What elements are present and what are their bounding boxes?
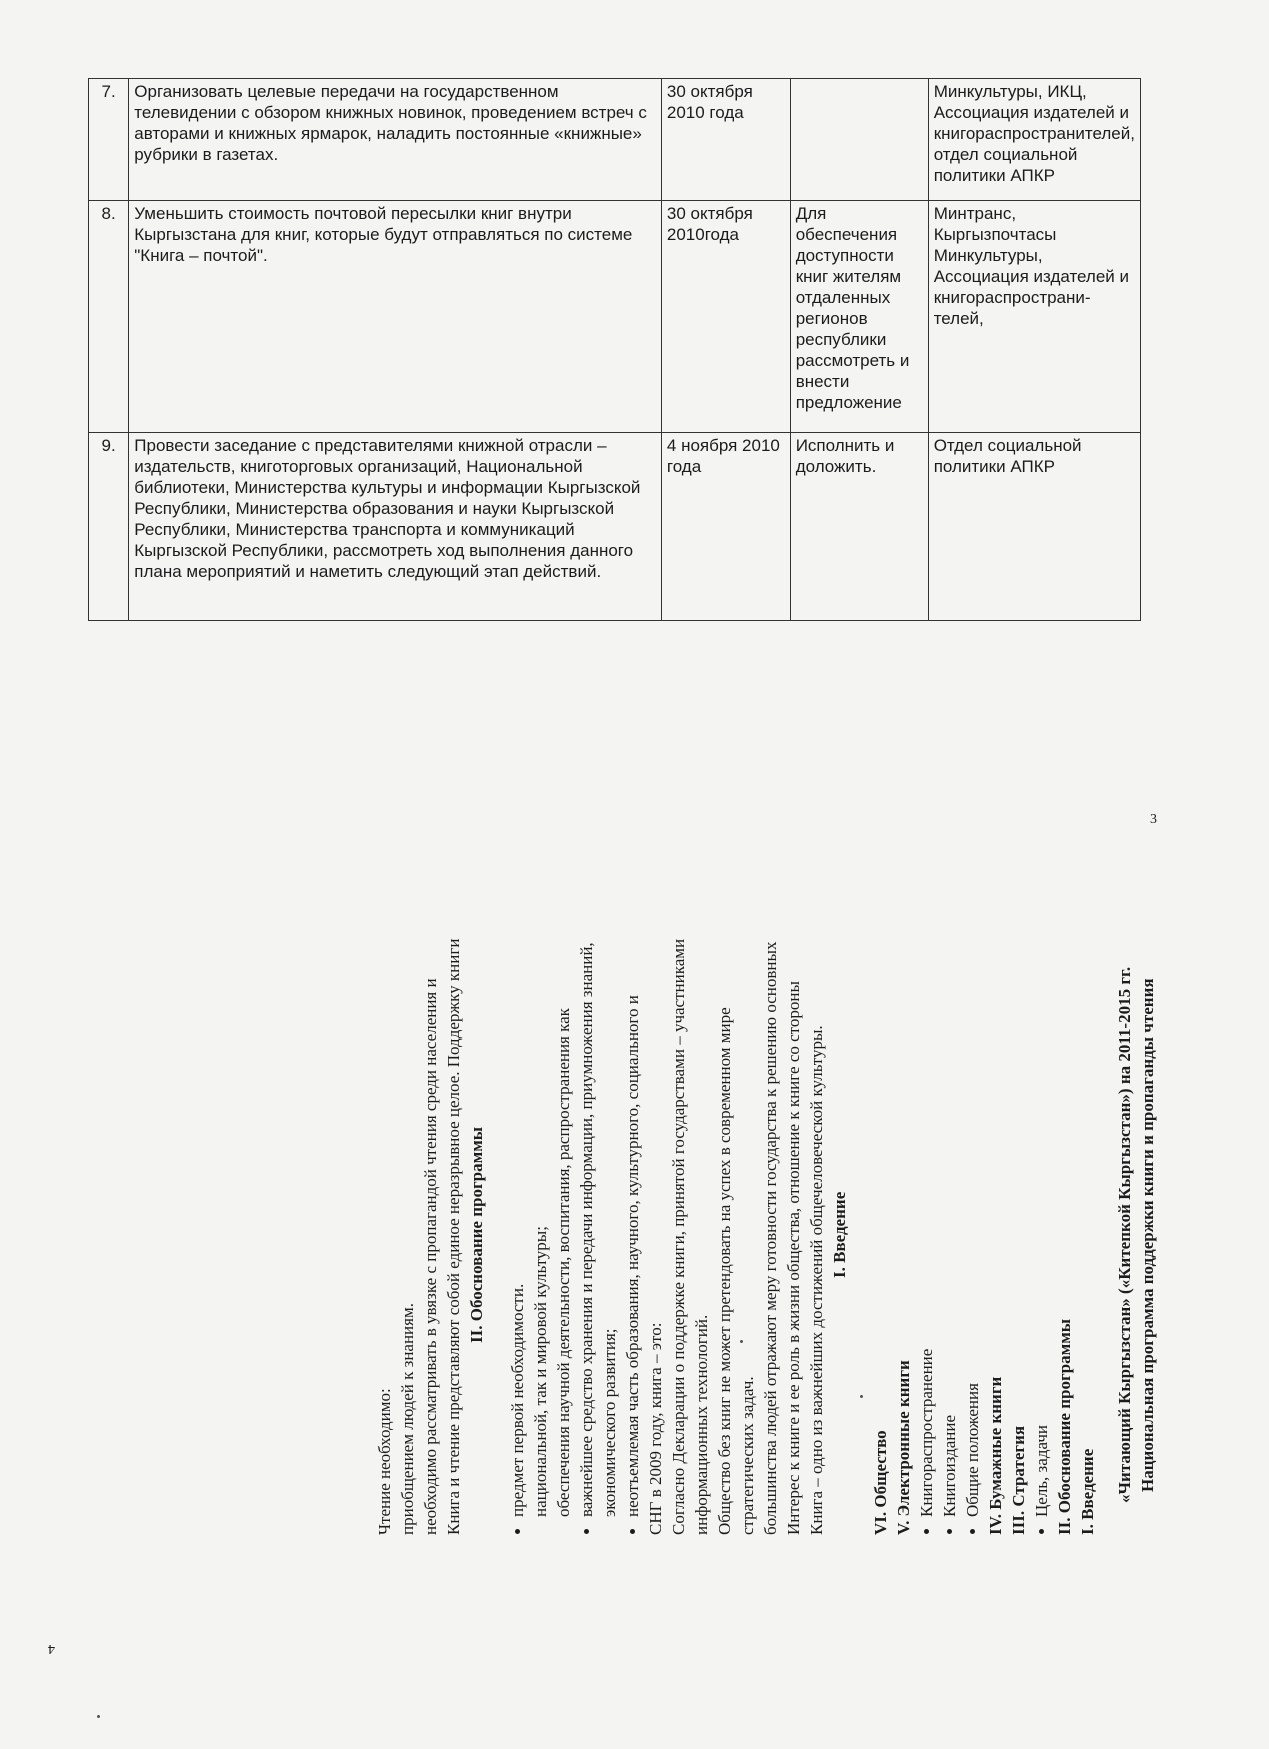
row-number: 8. — [89, 201, 129, 433]
paragraph: Общество без книг не может претендовать на успех в современном мире информационных технологий. — [692, 1007, 734, 1535]
bullet-item: • неотъемлемая часть образования, научного, культурного, социального и экономического развития; — [598, 935, 644, 1517]
toc-subitem: • Книгораспространение — [915, 935, 938, 1517]
row-number: 9. — [89, 433, 129, 621]
page-number-3: 3 — [1150, 812, 1157, 827]
table-row — [89, 433, 1141, 621]
paragraph: Чтение необходимо: — [375, 1388, 394, 1535]
toc-item: III. Стратегия — [1009, 1425, 1028, 1535]
row-responsible: Минкультуры, ИКЦ, Ассоциация издателей и книгораспространителей, отдел социальной политики АПКР — [928, 79, 1140, 201]
toc-item: V. Электронные книги — [894, 1360, 913, 1535]
toc-item: I. Введение — [1078, 1448, 1097, 1535]
row-action: Провести заседание с представителями книжной отрасли – издательств, книготорговых организаций, Национальной библиотеки, Министерства культуры и информации Кыргызской Республики, Министерства образования и науки Кыргызской Республики, Министерства транспорта и коммуникаций Кыргызской Республики, рассмотреть ход выполнения данного плана мероприятий и наметить следующий этап действий. — [129, 433, 662, 621]
title-line-1: Национальная программа поддержки книги и пропаганды чтения — [1138, 978, 1157, 1492]
bullet-list — [506, 935, 644, 1535]
row-number: 7. — [89, 79, 129, 201]
title-line-2: «Читающий Кыргызстан» («Китепкой Кыргызстан») на 2011-2015 гг. — [1115, 966, 1134, 1504]
row-note: Исполнить и доложить. — [790, 433, 928, 621]
row-action: Уменьшить стоимость почтовой пересылки книг внутри Кыргызстана для книг, которые будут отправляться по системе "Книга – почтой". — [129, 201, 662, 433]
paragraph: Согласно Декларации о поддержке книги, принятой государствами – участниками СНГ в 2009 году, книга – это: — [646, 938, 688, 1535]
row-action: Организовать целевые передачи на государственном телевидении с обзором книжных новинок, проведением встреч с авторами и книжных ярмарок, наладить постоянные «книжные» рубрики в газетах. — [129, 79, 662, 201]
row-responsible: Минтранс, Кыргызпочтасы Минкультуры, Ассоциация издателей и книгораспространи-телей, — [928, 201, 1140, 433]
row-deadline: 30 октября 2010 года — [661, 79, 790, 201]
table-row — [89, 201, 1141, 433]
section-heading: II. Обоснование программы — [467, 1126, 486, 1344]
table-of-contents — [869, 935, 1099, 1535]
scan-speck — [860, 1395, 863, 1398]
scan-speck — [740, 1340, 743, 1343]
page-number-4: 4 — [48, 1641, 55, 1656]
bullet-item: • предмет первой необходимости. — [506, 935, 529, 1517]
toc-subitem: • Общие положения — [961, 935, 984, 1517]
toc-subitem: • Книгоиздание — [938, 935, 961, 1517]
document-title — [1113, 935, 1159, 1535]
scan-speck — [97, 1715, 100, 1718]
section-heading: I. Введение — [830, 1191, 849, 1279]
toc-sublist — [1030, 935, 1053, 1535]
paragraph: Книга и чтение представляют собой единое неразрывное целое. Поддержку книги необходимо рассматривать в увязке с пропагандой чтения среди населения и приобщением людей к знаниям. — [398, 938, 463, 1535]
toc-item: II. Обоснование программы — [1055, 1318, 1074, 1535]
toc-item: VI. Общество — [871, 1430, 890, 1535]
bullet-item: • важнейшее средство хранения и передачи информации, приумножения знаний, обеспечения научной деятельности, воспитания, распространения как национальной, так и мировой культуры; — [529, 935, 598, 1517]
paragraph: Книга – одно из важнейших достижений общечеловеческой культуры. — [807, 1025, 826, 1535]
rotated-page-4 — [85, 935, 1165, 1535]
row-note: Для обеспечения доступности книг жителям отдаленных регионов республики рассмотреть и внести предложение — [790, 201, 928, 433]
toc-subitem: • Цель, задачи — [1030, 935, 1053, 1517]
row-deadline: 30 октября 2010года — [661, 201, 790, 433]
toc-sublist — [915, 935, 984, 1535]
action-plan-table — [88, 78, 1141, 621]
toc-item: IV. Бумажные книги — [986, 1376, 1005, 1535]
row-deadline: 4 ноября 2010 года — [661, 433, 790, 621]
rotated-page-content — [85, 935, 1165, 1535]
row-note — [790, 79, 928, 201]
introduction-section — [506, 935, 851, 1535]
row-responsible: Отдел социальной политики АПКР — [928, 433, 1140, 621]
justification-section — [373, 935, 488, 1535]
table-row — [89, 79, 1141, 201]
paragraph: Интерес к книге и ее роль в жизни общества, отношение к книге со стороны большинства людей отражают меру готовности государства к решению основных стратегических задач. — [738, 941, 803, 1535]
